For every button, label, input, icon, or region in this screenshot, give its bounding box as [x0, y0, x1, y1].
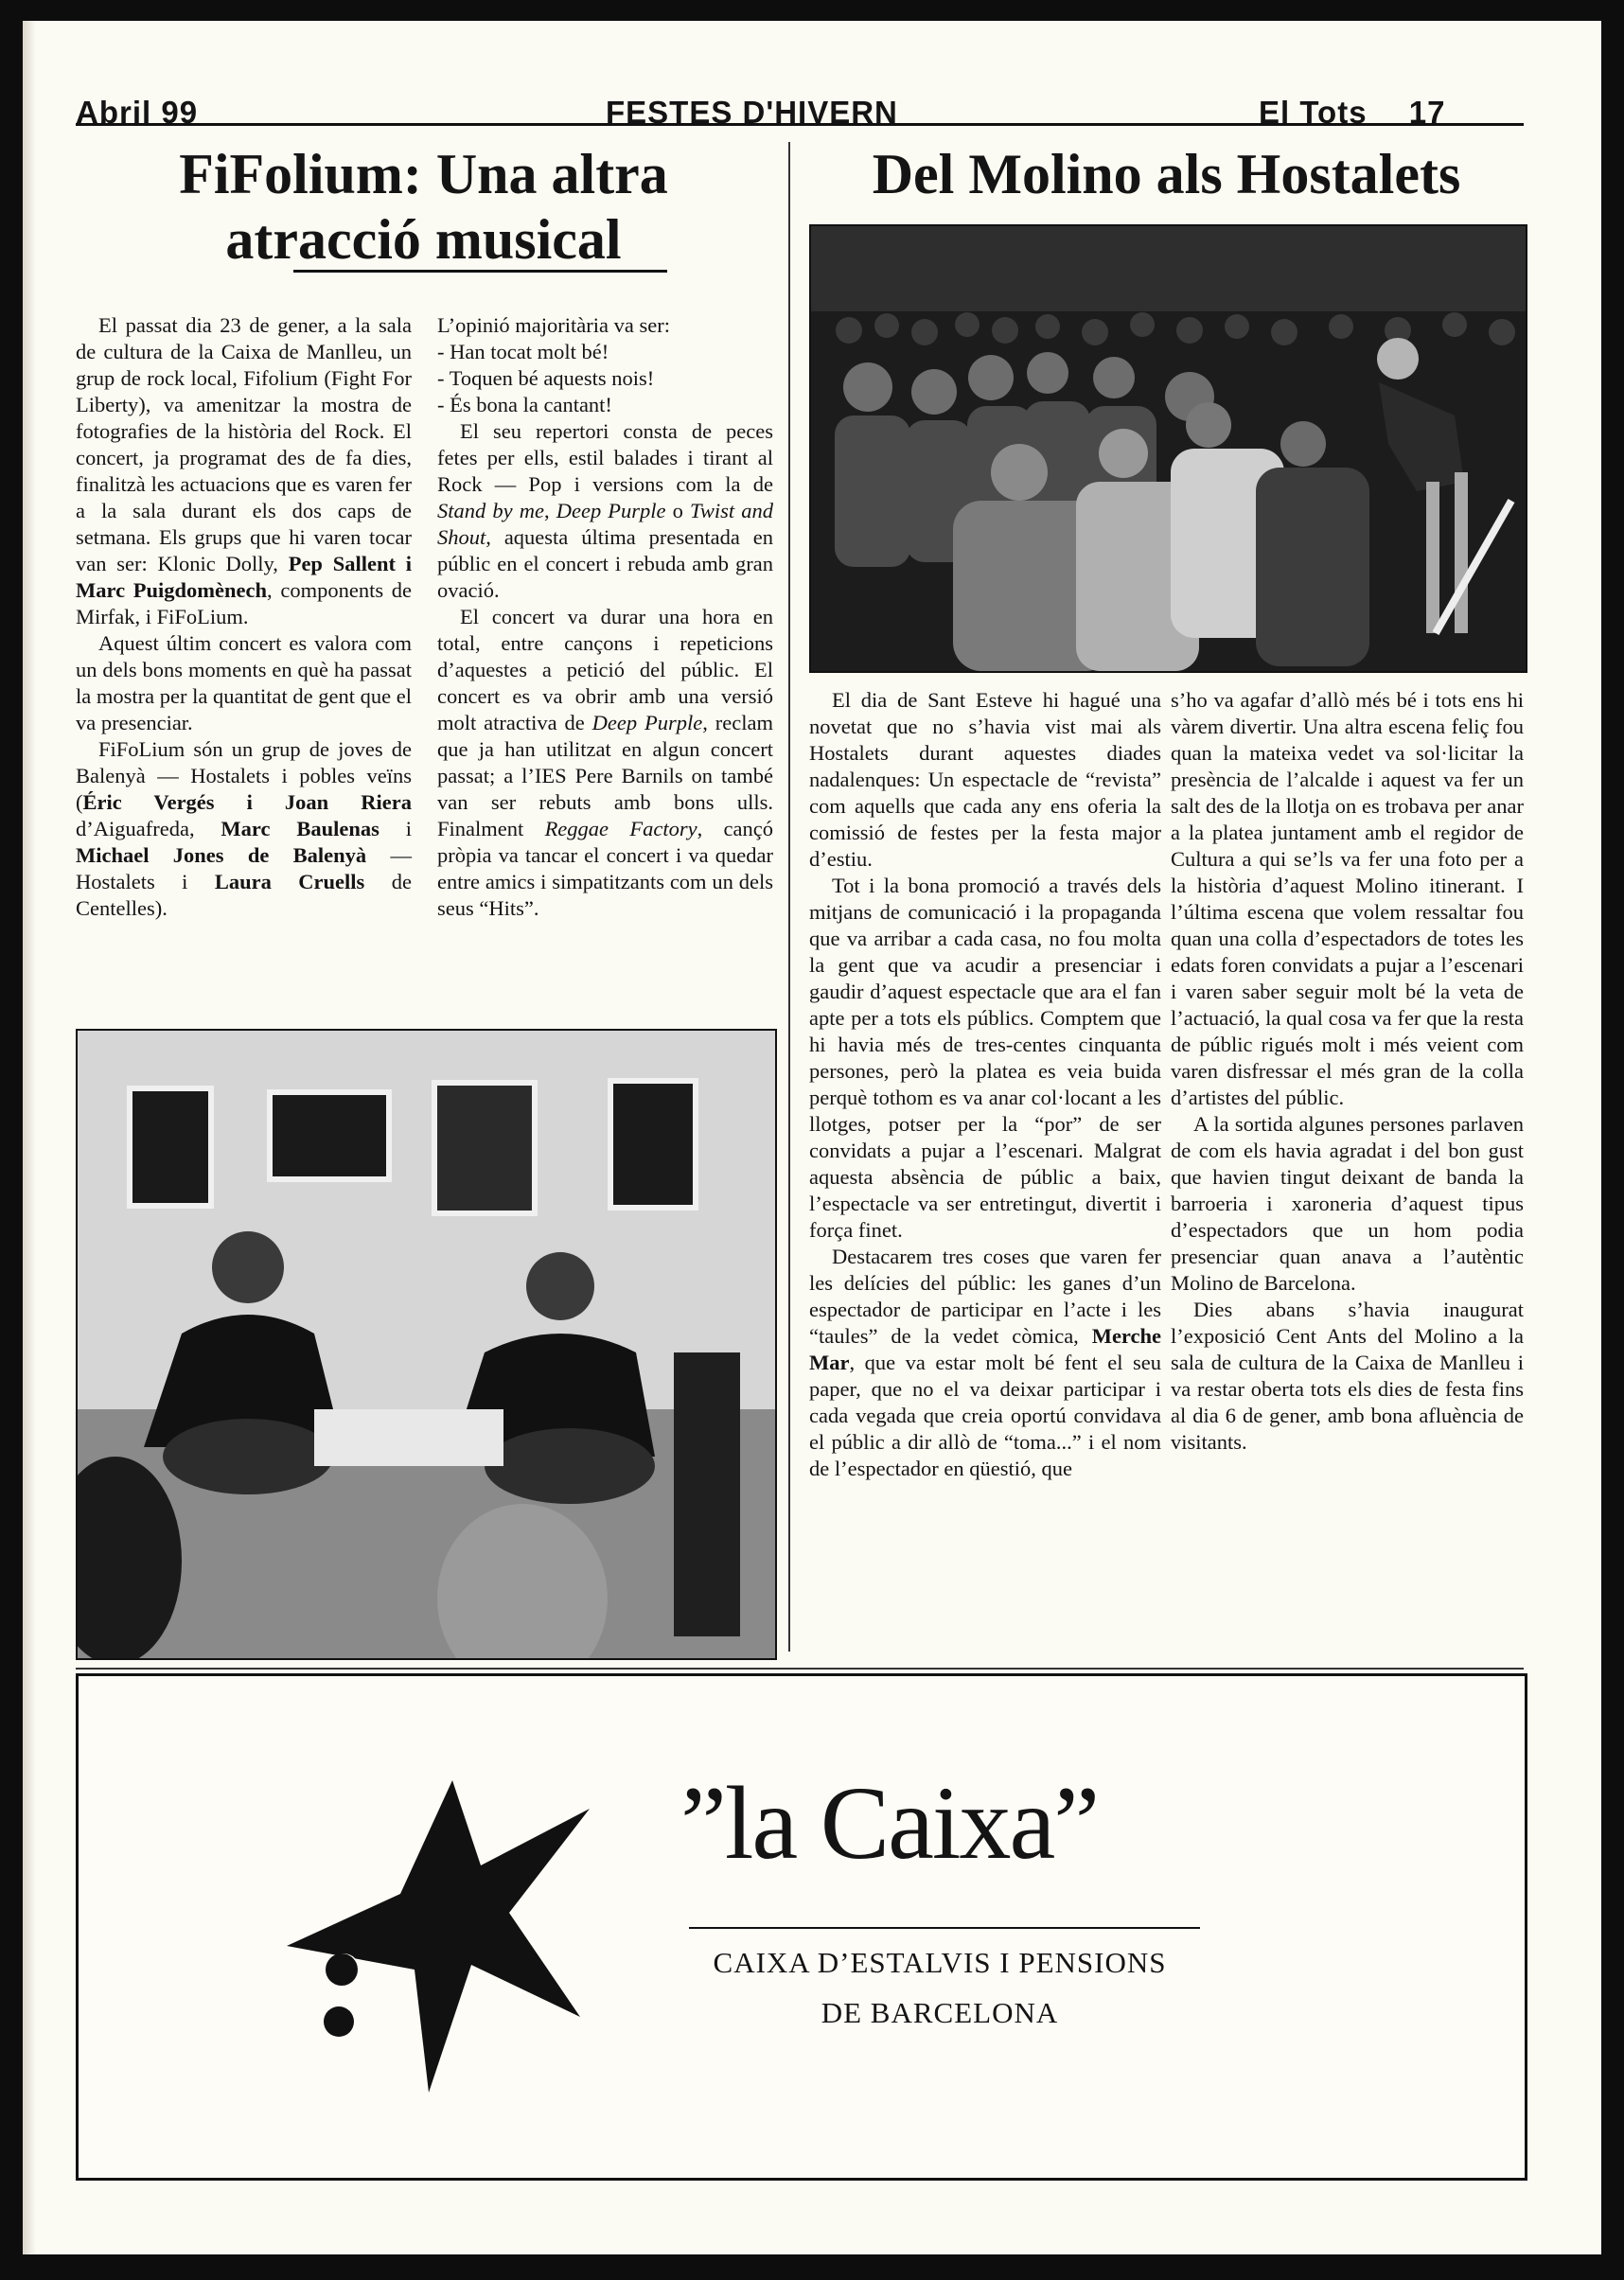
paragraph: El passat dia 23 de gener, a la sala de cultura de la Caixa de Manlleu, un grup de rock local, Fifolium (Fight For Liberty), va amenitzar la mostra de fotografies de la història del Rock. El concert, ja programat des de fa dies, finalitzà les actuacions que es varen fer a la sala durant els dos caps de setmana. Els grups que hi varen tocar van ser: Klonic Dolly, Pep Sallent i Marc Puigdomènech, components de Mirfak, i FiFoLium. — [76, 313, 413, 628]
paragraph: Aquest últim concert es valora com un dels bons moments en què ha passat la mostra per la quantitat de gent que el va presenciar. — [76, 631, 412, 734]
paragraph: El concert va durar una hora en total, entre cançons i repeticions d’aquestes a petició del públic. El concert es va obrir amb una versió molt atractiva de Deep Purple, reclam que ja han utilitzat en algun concert passat; a l’IES Pere Barnils on també van ser rebuts amb bons ulls. Finalment Reggae Factory, cançó pròpia va tancar el concert i va quedar entre amics i simpatitzants com un dels seus “Hits”. — [437, 605, 773, 920]
fifolium-column-2 — [437, 312, 773, 922]
ad-brand-name: ”la Caixa” — [680, 1765, 1099, 1881]
publication-title: El Tots — [1259, 95, 1368, 130]
molino-column-2 — [1171, 687, 1524, 1456]
ad-subtitle-line-1: CAIXA D’ESTALVIS I PENSIONS — [713, 1946, 1167, 1979]
paragraph: - Han tocat molt bé! — [437, 340, 609, 363]
issue-date: Abril 99 — [76, 95, 199, 130]
paragraph: Dies abans s’havia inaugurat l’exposició Cent Ants del Molino a la sala de cultura de la Caixa de Manlleu i va restar oberta tots els dies de festa fins al dia 6 de gener, amb bona afluència de visitants. — [1171, 1298, 1524, 1454]
ad-subtitle-line-2: DE BARCELONA — [821, 1996, 1059, 2029]
paragraph: L’opinió majoritària va ser: — [437, 313, 670, 337]
molino-column-1 — [809, 687, 1161, 1482]
paragraph: - És bona la cantant! — [437, 393, 612, 416]
title-line-2: atracció musical — [225, 208, 622, 271]
paragraph: El dia de Sant Esteve hi hagué una novetat que no s’havia vist mai als Hostalets durant aquestes diades nadalenques: Un espectacle de “revista” com aquells que cada any ens oferia la comissió de festes per la festa major d’estiu. — [809, 688, 1161, 871]
ad-rule — [689, 1927, 1200, 1929]
article-molino-title: Del Molino als Hostalets — [872, 143, 1461, 205]
paragraph: Destacarem tres coses que varen fer les delícies del públic: les ganes d’un espectador de participar en l’acte i les “taules” de la vedet còmica, Merche Mar, que va estar molt bé fent el seu paper, que no el va deixar participar i cada vegada que creia oportú convidava el públic a dir allò de “toma...” i el nom de l’espectador en qüestió, que — [809, 1245, 1161, 1480]
title-underline — [293, 270, 667, 273]
la-caixa-advertisement — [76, 1673, 1527, 2181]
masthead-rule — [76, 123, 1524, 126]
la-caixa-star-icon — [287, 1780, 599, 2093]
column-divider — [788, 142, 790, 1652]
section-rule — [76, 1668, 1524, 1670]
title-line-1: FiFolium: Una altra — [179, 143, 668, 205]
paragraph: A la sortida algunes persones parlaven de com els havia agradat i del bon gust que havien tingut deixant de banda la barroeria i xaroneria d’aquest tipus d’espectadors que un hom podia presenciar quan anava a l’autèntic Molino de Barcelona. — [1171, 1112, 1524, 1295]
paragraph: FiFoLium són un grup de joves de Balenyà — Hostalets i pobles veïns (Éric Vergés i Joan Riera d’Aiguafreda, Marc Baulenas i Michael Jones de Balenyà — Hostalets i Laura Cruells de Centelles). — [76, 737, 412, 920]
fifolium-column-1 — [76, 312, 412, 922]
band-concert-photo — [76, 1029, 777, 1660]
paragraph: Tot i la bona promoció a través dels mitjans de comunicació i la propaganda que va arribar a cada casa, no fou molta la gent que va acudir a presenciar i gaudir d’aquest espectacle que ara el fan apte per a tots els públics. Comptem que hi havia més de tres-centes cinquanta persones, però la platea es veia buida perquè tothom es va anar col·locant a les llotges, potser per la “por” de ser convidats a pujar a l’escenari. Malgrat aquesta absència de públic a baix, l’espectacle va ser entretingut, divertit i força finet. — [809, 874, 1161, 1242]
paragraph: - Toquen bé aquests nois! — [437, 366, 655, 390]
article-fifolium-title — [76, 142, 771, 273]
paragraph: El seu repertori consta de peces fetes per ells, estil balades i tirant al Rock — Pop i versions com la de Stand by me, Deep Purple o Twist and Shout, aquesta última presentada en públic en el concert i rebuda amb gran ovació. — [437, 419, 774, 602]
paragraph: s’ho va agafar d’allò més bé i tots ens hi vàrem divertir. Una altra escena feliç fou quan la mateixa vedet va sol·licitar la presència de l’alcalde i aquest va fer un salt des de la llotja on es trobava per anar a la platea juntament amb el regidor de Cultura a qui se’ls va fer una foto per a la història d’aquest Molino itinerant. I l’última escena que volem ressaltar fou quan una colla d’espectadors de totes les edats foren convidats a pujar a l’escenari i varen saber seguir molt bé la veta de l’actuació, la qual cosa va fer que la resta de públic rigués molt i més veient com varen disfressar el més gran de la colla d’artistes del públic. — [1171, 688, 1524, 1109]
section-title: FESTES D'HIVERN — [606, 95, 898, 130]
page-binding-shadow — [23, 21, 36, 2254]
audience-photo — [809, 224, 1527, 673]
page-number: 17 — [1408, 95, 1446, 130]
